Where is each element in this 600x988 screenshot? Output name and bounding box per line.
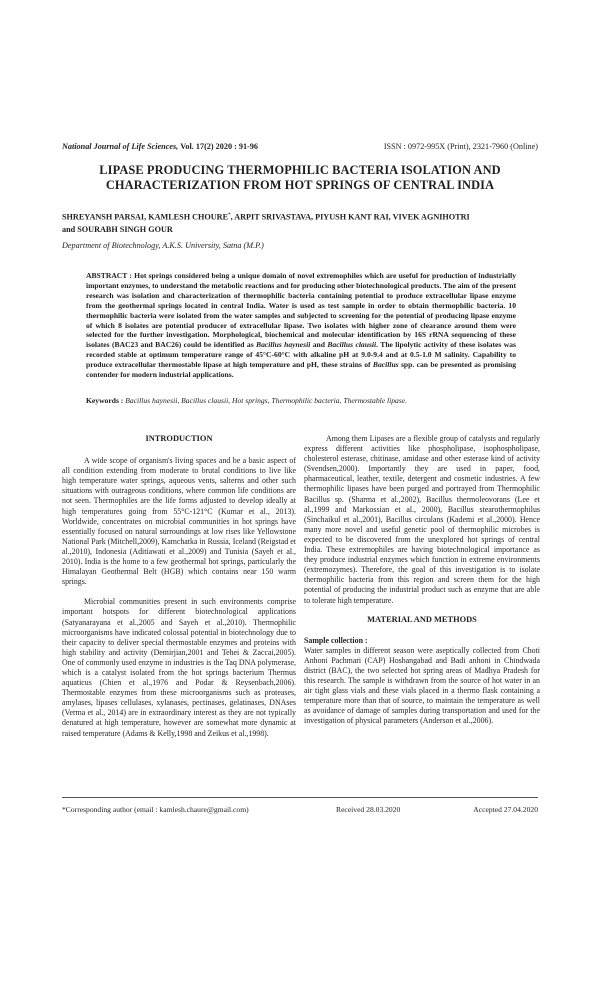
abstract bbox=[86, 271, 516, 380]
right-column bbox=[304, 434, 540, 727]
footer-divider bbox=[62, 797, 538, 798]
authors-text-a: SHREYANSH PARSAI, KAMLESH CHOURE bbox=[62, 212, 229, 222]
abstract-species-2: Bacillus clausii bbox=[327, 340, 377, 350]
introduction-heading: INTRODUCTION bbox=[145, 434, 213, 443]
abstract-genus: Bacillus bbox=[372, 360, 399, 370]
authors-text-b: , ARPIT SRIVASTAVA, PIYUSH KANT RAI, VIVEK AGNIHOTRI bbox=[230, 212, 470, 222]
abstract-text-3: spp. can be presented as promising contender for modern industrial applications. bbox=[86, 360, 516, 380]
authors-line-2: and SOURABH SINGH GOUR bbox=[62, 224, 173, 234]
sample-collection-heading: Sample collection : bbox=[304, 635, 368, 645]
corresponding-mark: * bbox=[228, 213, 231, 218]
issn: ISSN : 0972-995X (Print), 2321-7960 (Online) bbox=[383, 142, 538, 151]
received-date: Received 28.03.2020 bbox=[336, 805, 401, 814]
abstract-text-2: . The lipolytic activity of these isolates was recorded stable at optimum temperature range of 45°C-60°C with alkaline pH at 9.0-9.4 and at 0.5-1.0 M salinity. Capability to produce extracellular thermostable lipase at high temperature and pH, these strains of bbox=[86, 340, 516, 370]
authors-line-1 bbox=[62, 210, 542, 224]
keywords bbox=[86, 396, 516, 406]
accepted-date: Accepted 27.04.2020 bbox=[473, 805, 538, 814]
keywords-list: Bacillus haynesii, Bacillus clausii, Hot springs, Thermophilic bacteria, Thermostable lipase. bbox=[125, 396, 408, 405]
journal-name: National Journal of Life Sciences, bbox=[62, 142, 179, 151]
article-title bbox=[62, 163, 538, 193]
abstract-species-1: Bacillus haynesii bbox=[256, 340, 311, 350]
corresponding-author: *Corresponding author (email : kamlesh.chaure@gmail.com) bbox=[62, 805, 249, 814]
intro-paragraph-2: Microbial communities present in such environments comprise important hotspots for different biotechnological applications (Satyanarayana et al.,2005 and Sayeh et al.,2010). Thermophilic microorganisms have indicated colossal potential in biotechnology due to their capacity to deliver special thermostable enzymes and proteins with high stability and activity (Demirjian,2001 and Tehei & Zaccai,2005). One of commonly used enzyme in industries is the Taq DNA polymerase, which is a catalyst isolated from the hot springs bacterium Thermus aquaticus (Chien et al.,1976 and Podar & Reysenbach,2006). Thermostable enzymes from these microorganisms such as proteases, amylases, lipases cellulases, xylanases, pectinases, gelatinases, DNAses (Verma et al., 2014) are in extraordinary interest as they are not typically denatured at high temperature, however are somewhat more dynamic at raised temperature (Adams & Kelly,1998 and Zeikus et al.,1998). bbox=[62, 597, 296, 738]
title-line-2: CHARACTERIZATION FROM HOT SPRINGS OF CENTRAL INDIA bbox=[105, 178, 495, 192]
abstract-and: and bbox=[310, 340, 328, 350]
journal-citation bbox=[62, 142, 258, 151]
abstract-text-1: ABSTRACT : Hot springs considered being a unique domain of novel extremophiles which are useful for production of industrially important enzymes, to understand the metabolic reactions and for producing other biotechnological products. The aim of the present research was isolation and characterization of thermophilic bacteria containing potential to produce extracellular lipase enzyme from the geothermal springs located in central India. Water is used as test sample in order to obtain thermophilic bacteria. 10 thermophilic bacteria were isolated from the water samples and subjected to screening for the potential of producing lipase enzyme of which 8 isolates are potential producer of extracellular lipase. Two isolates with higher zone of clearance around them were selected for the further investigation. Morphological, biochemical and molecular identification by 16S rRNA sequencing of these isolates (BAC23 and BAC26) could be identified as bbox=[86, 271, 516, 350]
keywords-label: Keywords : bbox=[86, 396, 124, 405]
left-column bbox=[62, 434, 296, 739]
affiliation: Department of Biotechnology, A.K.S. University, Satna (M.P.) bbox=[62, 241, 264, 250]
sample-collection-paragraph: Water samples in different season were aseptically collected from Choti Anhoni Pachmari (CAP) Hoshangabad and Badi anhoni in Chindwada district (BAC), the two selected hot spring areas of Madhya Pradesh for this research. The sample is withdrawn from the source of hot water in an air tight glass vials and these vials placed in a thermo flask containing a temperature more than that of source, to maintain the temperature as well as avoidance of damage of samples during transportation and used for the investigation of physical parameters (Anderson et al.,2006). bbox=[304, 645, 540, 726]
intro-paragraph-3: Among them Lipases are a flexible group of catalysts and regularly express different activities like phospholipase, isophospholipase, cholesterol esterase, chitinase, amidase and other esterase kind of activity (Svendsen,2000). Importantly they are used in paper, food, pharmaceutical, leather, textile, detergent and cosmetic industries. A few thermophilic lipases have been purged and portrayed from Thermophilic Bacillus sp. (Sharma et al.,2002), Bacillus thermoleovorans (Lee et al.,1999 and Markossian et al., 2000), Bacillus stearothermophilus (Sinchaikul et al.,2001), Bacillus circulans (Kademi et al.,2000). Hence many more novel and useful genetic pool of thermophilic microbes is expected to be discovered from the unexplored hot springs of central India. These extremophiles are having biotechnological importance as they produce industrial enzymes which function in extreme environments (extremozymes). Therefore, the goal of this investigation is to isolate thermophilic bacteria from this region and screen them for the high potential of producing the industrial product such as enzyme that are able to tolerate high temperature. bbox=[304, 434, 540, 605]
intro-paragraph-1: A wide scope of organism's living spaces and be a basic aspect of all condition extending from moderate to brutal conditions to live like high temperature water springs, aqueous vents, salterns and other such situations with outrageous conditions, where common life conditions are not seen. Thermophiles are the life forms adjusted to develop ideally at high temperatures going from 55°C-121°C (Kumar et al., 2013). Worldwide, concentrates on microbial communities in hot springs have essentially focused on natural surroundings at low rises like Yellowstone National Park (Mitchell,2009), Kamchatka in Russia, Iceland (Reigstad et al.,2010), Indonesia (Aditiawati et al.,2009) and Tunisia (Sayeh et al., 2010). India is the home to a few geothermal hot springs, particularly the Himalayan Geothermal Belt (HGB) which contains near 150 warm springs. bbox=[62, 456, 296, 587]
author-list bbox=[62, 210, 542, 236]
title-line-1: LIPASE PRODUCING THERMOPHILIC BACTERIA ISOLATION AND bbox=[99, 163, 501, 177]
methods-heading: MATERIAL AND METHODS bbox=[367, 614, 477, 624]
journal-volume: Vol. 17(2) 2020 : 91-96 bbox=[180, 142, 258, 151]
